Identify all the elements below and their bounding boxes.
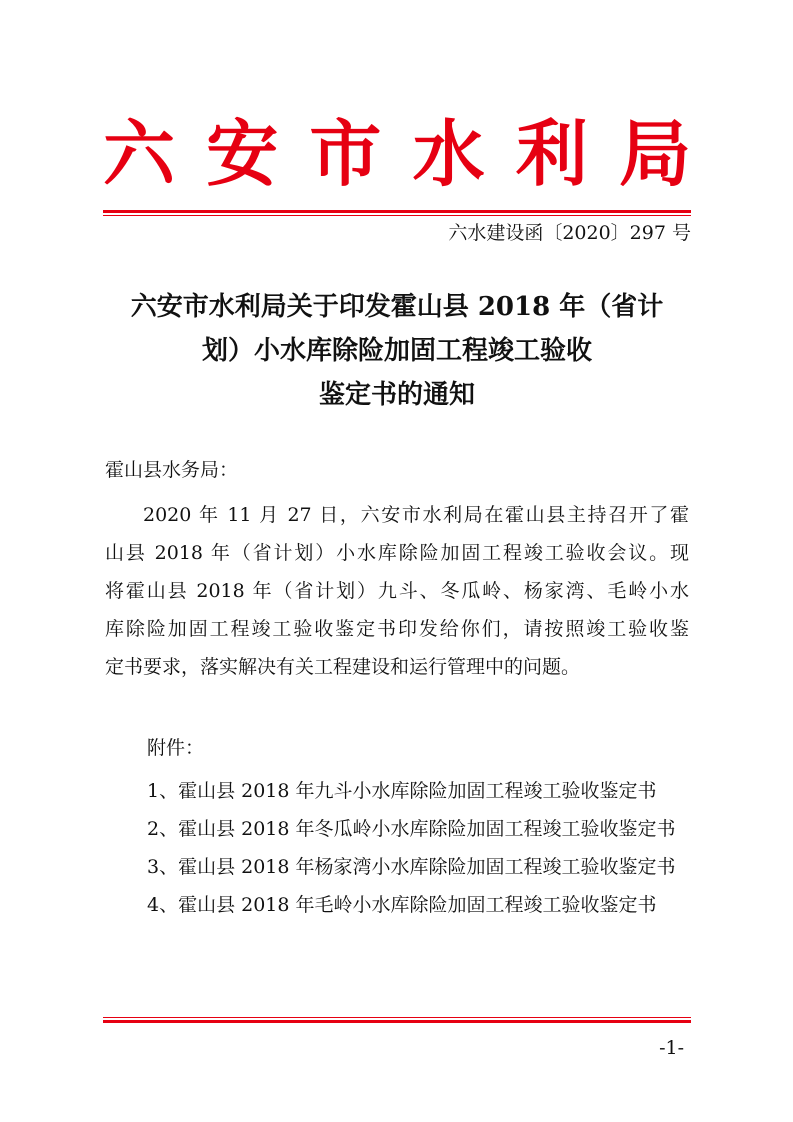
attachments-list — [147, 772, 692, 924]
page-number: -1- — [659, 1037, 684, 1059]
attachment-item: 1、霍山县 2018 年九斗小水库除险加固工程竣工验收鉴定书 — [147, 780, 657, 802]
header-char: 局 — [618, 112, 691, 196]
issuing-authority-header — [103, 106, 691, 202]
notice-title-line: 划）小水库除险加固工程竣工验收 — [201, 336, 592, 366]
header-char: 利 — [515, 112, 588, 196]
header-rule-thick — [103, 210, 691, 213]
attachment-item: 3、霍山县 2018 年杨家湾小水库除险加固工程竣工验收鉴定书 — [147, 856, 676, 878]
attachment-item: 4、霍山县 2018 年毛岭小水库除险加固工程竣工验收鉴定书 — [147, 894, 657, 916]
notice-body — [105, 496, 689, 686]
header-char: 水 — [412, 112, 485, 196]
document-number: 六水建设函〔2020〕297 号 — [448, 222, 691, 244]
header-rule-thin — [103, 215, 691, 216]
body-line: 2020 年 11 月 27 日，六安市水利局在霍山县主持召开了霍 — [143, 504, 689, 526]
attachment-item: 2、霍山县 2018 年冬瓜岭小水库除险加固工程竣工验收鉴定书 — [147, 818, 676, 840]
body-line: 库除险加固工程竣工验收鉴定书印发给你们，请按照竣工验收鉴 — [105, 618, 689, 640]
body-line: 山县 2018 年（省计划）小水库除险加固工程竣工验收会议。现 — [105, 542, 689, 564]
notice-title-line: 鉴定书的通知 — [318, 380, 475, 410]
notice-title — [103, 285, 691, 417]
header-char: 六 — [103, 112, 176, 196]
attachments-label: 附件： — [147, 737, 205, 759]
notice-title-line: 六安市水利局关于印发霍山县 2018 年（省计 — [130, 292, 664, 322]
header-char: 安 — [206, 112, 279, 196]
body-line: 定书要求，落实解决有关工程建设和运行管理中的问题。 — [105, 656, 581, 678]
body-line: 将霍山县 2018 年（省计划）九斗、冬瓜岭、杨家湾、毛岭小水 — [105, 580, 689, 602]
salutation: 霍山县水务局： — [105, 459, 239, 481]
footer-rule-thin — [103, 1017, 691, 1018]
footer-rule-thick — [103, 1020, 691, 1023]
header-char: 市 — [309, 112, 382, 196]
